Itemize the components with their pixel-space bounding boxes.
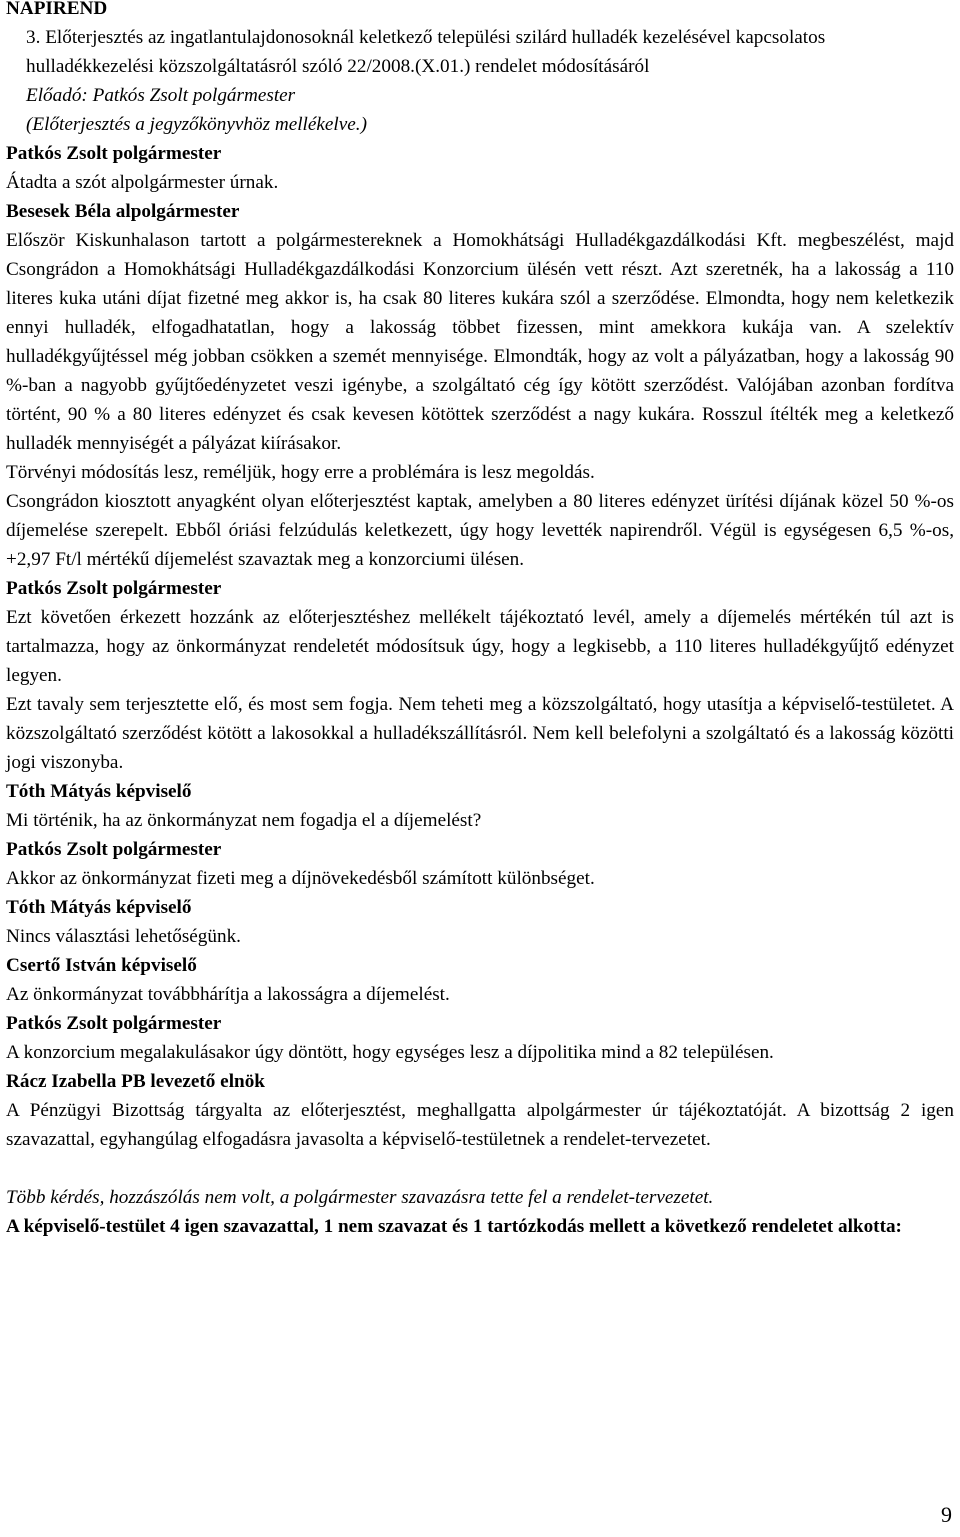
speech-paragraph: Először Kiskunhalason tartott a polgármestereknek a Homokhátsági Hulladékgazdálkodási Kft. megbeszélést, majd Csongrádon a Homokhátsági Hulladékgazdálkodási Konzorcium ülésén vett részt. Azt szeretnék, ha a lakosság a 110 literes kuka utáni díjat fizetné meg akkor is, ha csak 80 literes kukára szól a szerződése. Elmondta, hogy nem keletkezik ennyi hulladék, elfogadhatatlan, hogy a lakosság többet fizessen, mint amekkora kukája van. A szelektív hulladékgyűjtéssel még jobban csökken a szemét mennyisége. Elmondták, hogy az volt a pályázatban, hogy a lakosság 90 %-ban a nagyobb gyűjtőedényzetet veszi igénybe, a szolgáltató cég így kötött szerződést. Valójában azonban fordítva történt, 90 % a 80 literes edényzet és csak kevesen kötöttek szerződést a nagy kukára. Rosszul ítélték meg a keletkező hulladék mennyiségét a pályázat kiírásakor. xyxy=(6,230,954,454)
speech-paragraph: A Pénzügyi Bizottság tárgyalta az előterjesztést, meghallgatta alpolgármester úr tájékoztatóját. A bizottság 2 igen szavazattal, egyhangúlag elfogadásra javasolta a képviselő-testületnek a rendelet-tervezetet. xyxy=(6,1100,954,1150)
spacer xyxy=(6,1154,954,1183)
closing-statement: Több kérdés, hozzászólás nem volt, a polgármester szavazásra tette fel a rendelet-tervezetet. xyxy=(6,1187,714,1208)
minutes-blocks xyxy=(6,139,954,1154)
speech-paragraph: Az önkormányzat továbbhárítja a lakosságra a díjemelést. xyxy=(6,984,450,1005)
agenda-attachment-note: (Előterjesztés a jegyzőkönyvhöz mellékelve.) xyxy=(26,114,367,135)
speaker-name: Csertő István képviselő xyxy=(6,955,197,976)
speech-paragraph: Csongrádon kiosztott anyagként olyan előterjesztést kaptak, amelyben a 80 literes edényzet ürítési díjának közel 50 %-os díjemelése szerepelt. Ebből óriási felzúdulás keletkezett, úgy hogy levették napirendről. Végül is egységesen 6,5 %-os, +2,97 Ft/l mértékű díjemelést szavaztak meg a konzorciumi ülésen. xyxy=(6,491,954,570)
resolution-statement: A képviselő-testület 4 igen szavazattal, 1 nem szavazat és 1 tartózkodás mellett a következő rendeletet alkotta: xyxy=(6,1216,902,1237)
agenda-item xyxy=(6,23,954,139)
page-number: 9 xyxy=(941,1502,952,1527)
speech-paragraph: Akkor az önkormányzat fizeti meg a díjnövekedésből számított különbséget. xyxy=(6,868,595,889)
speech-paragraph: Törvényi módosítás lesz, reméljük, hogy erre a problémára is lesz megoldás. xyxy=(6,462,595,483)
agenda-item-text: 3. Előterjesztés az ingatlantulajdonosoknál keletkező települési szilárd hulladék kezelésével kapcsolatos hulladékkezelési közszolgáltatásról szóló 22/2008.(X.01.) rendelet módosításáról xyxy=(26,27,826,77)
speech-paragraph: Ezt követően érkezett hozzánk az előterjesztéshez mellékelt tájékoztató levél, amely a díjemelés mértékén túl azt is tartalmazza, hogy az önkormányzat rendeletét módosítsuk úgy, hogy a legkisebb, a 110 literes hulladékgyűjtő edényzet legyen. xyxy=(6,607,954,686)
speaker-name: Patkós Zsolt polgármester xyxy=(6,1013,222,1034)
speech-paragraph: A konzorcium megalakulásakor úgy döntött, hogy egységes lesz a díjpolitika mind a 82 településen. xyxy=(6,1042,774,1063)
speaker-name: Tóth Mátyás képviselő xyxy=(6,897,192,918)
speaker-name: Besesek Béla alpolgármester xyxy=(6,201,240,222)
agenda-heading: NAPIREND xyxy=(6,0,108,19)
speech-paragraph: Nincs választási lehetőségünk. xyxy=(6,926,241,947)
speaker-name: Patkós Zsolt polgármester xyxy=(6,578,222,599)
speaker-name: Patkós Zsolt polgármester xyxy=(6,839,222,860)
speech-paragraph: Mi történik, ha az önkormányzat nem fogadja el a díjemelést? xyxy=(6,810,482,831)
agenda-presenter: Előadó: Patkós Zsolt polgármester xyxy=(26,85,296,106)
speaker-name: Tóth Mátyás képviselő xyxy=(6,781,192,802)
speaker-name: Rácz Izabella PB levezető elnök xyxy=(6,1071,265,1092)
speech-paragraph: Ezt tavaly sem terjesztette elő, és most sem fogja. Nem teheti meg a közszolgáltató, hogy utasítja a képviselő-testületet. A közszolgáltató szerződést kötött a lakosokkal a hulladékszállításról. Nem kell belefolyni a szolgáltató és a lakosság közötti jogi viszonyba. xyxy=(6,694,954,773)
document-page xyxy=(6,0,954,1241)
speech-paragraph: Átadta a szót alpolgármester úrnak. xyxy=(6,172,279,193)
speaker-name: Patkós Zsolt polgármester xyxy=(6,143,222,164)
